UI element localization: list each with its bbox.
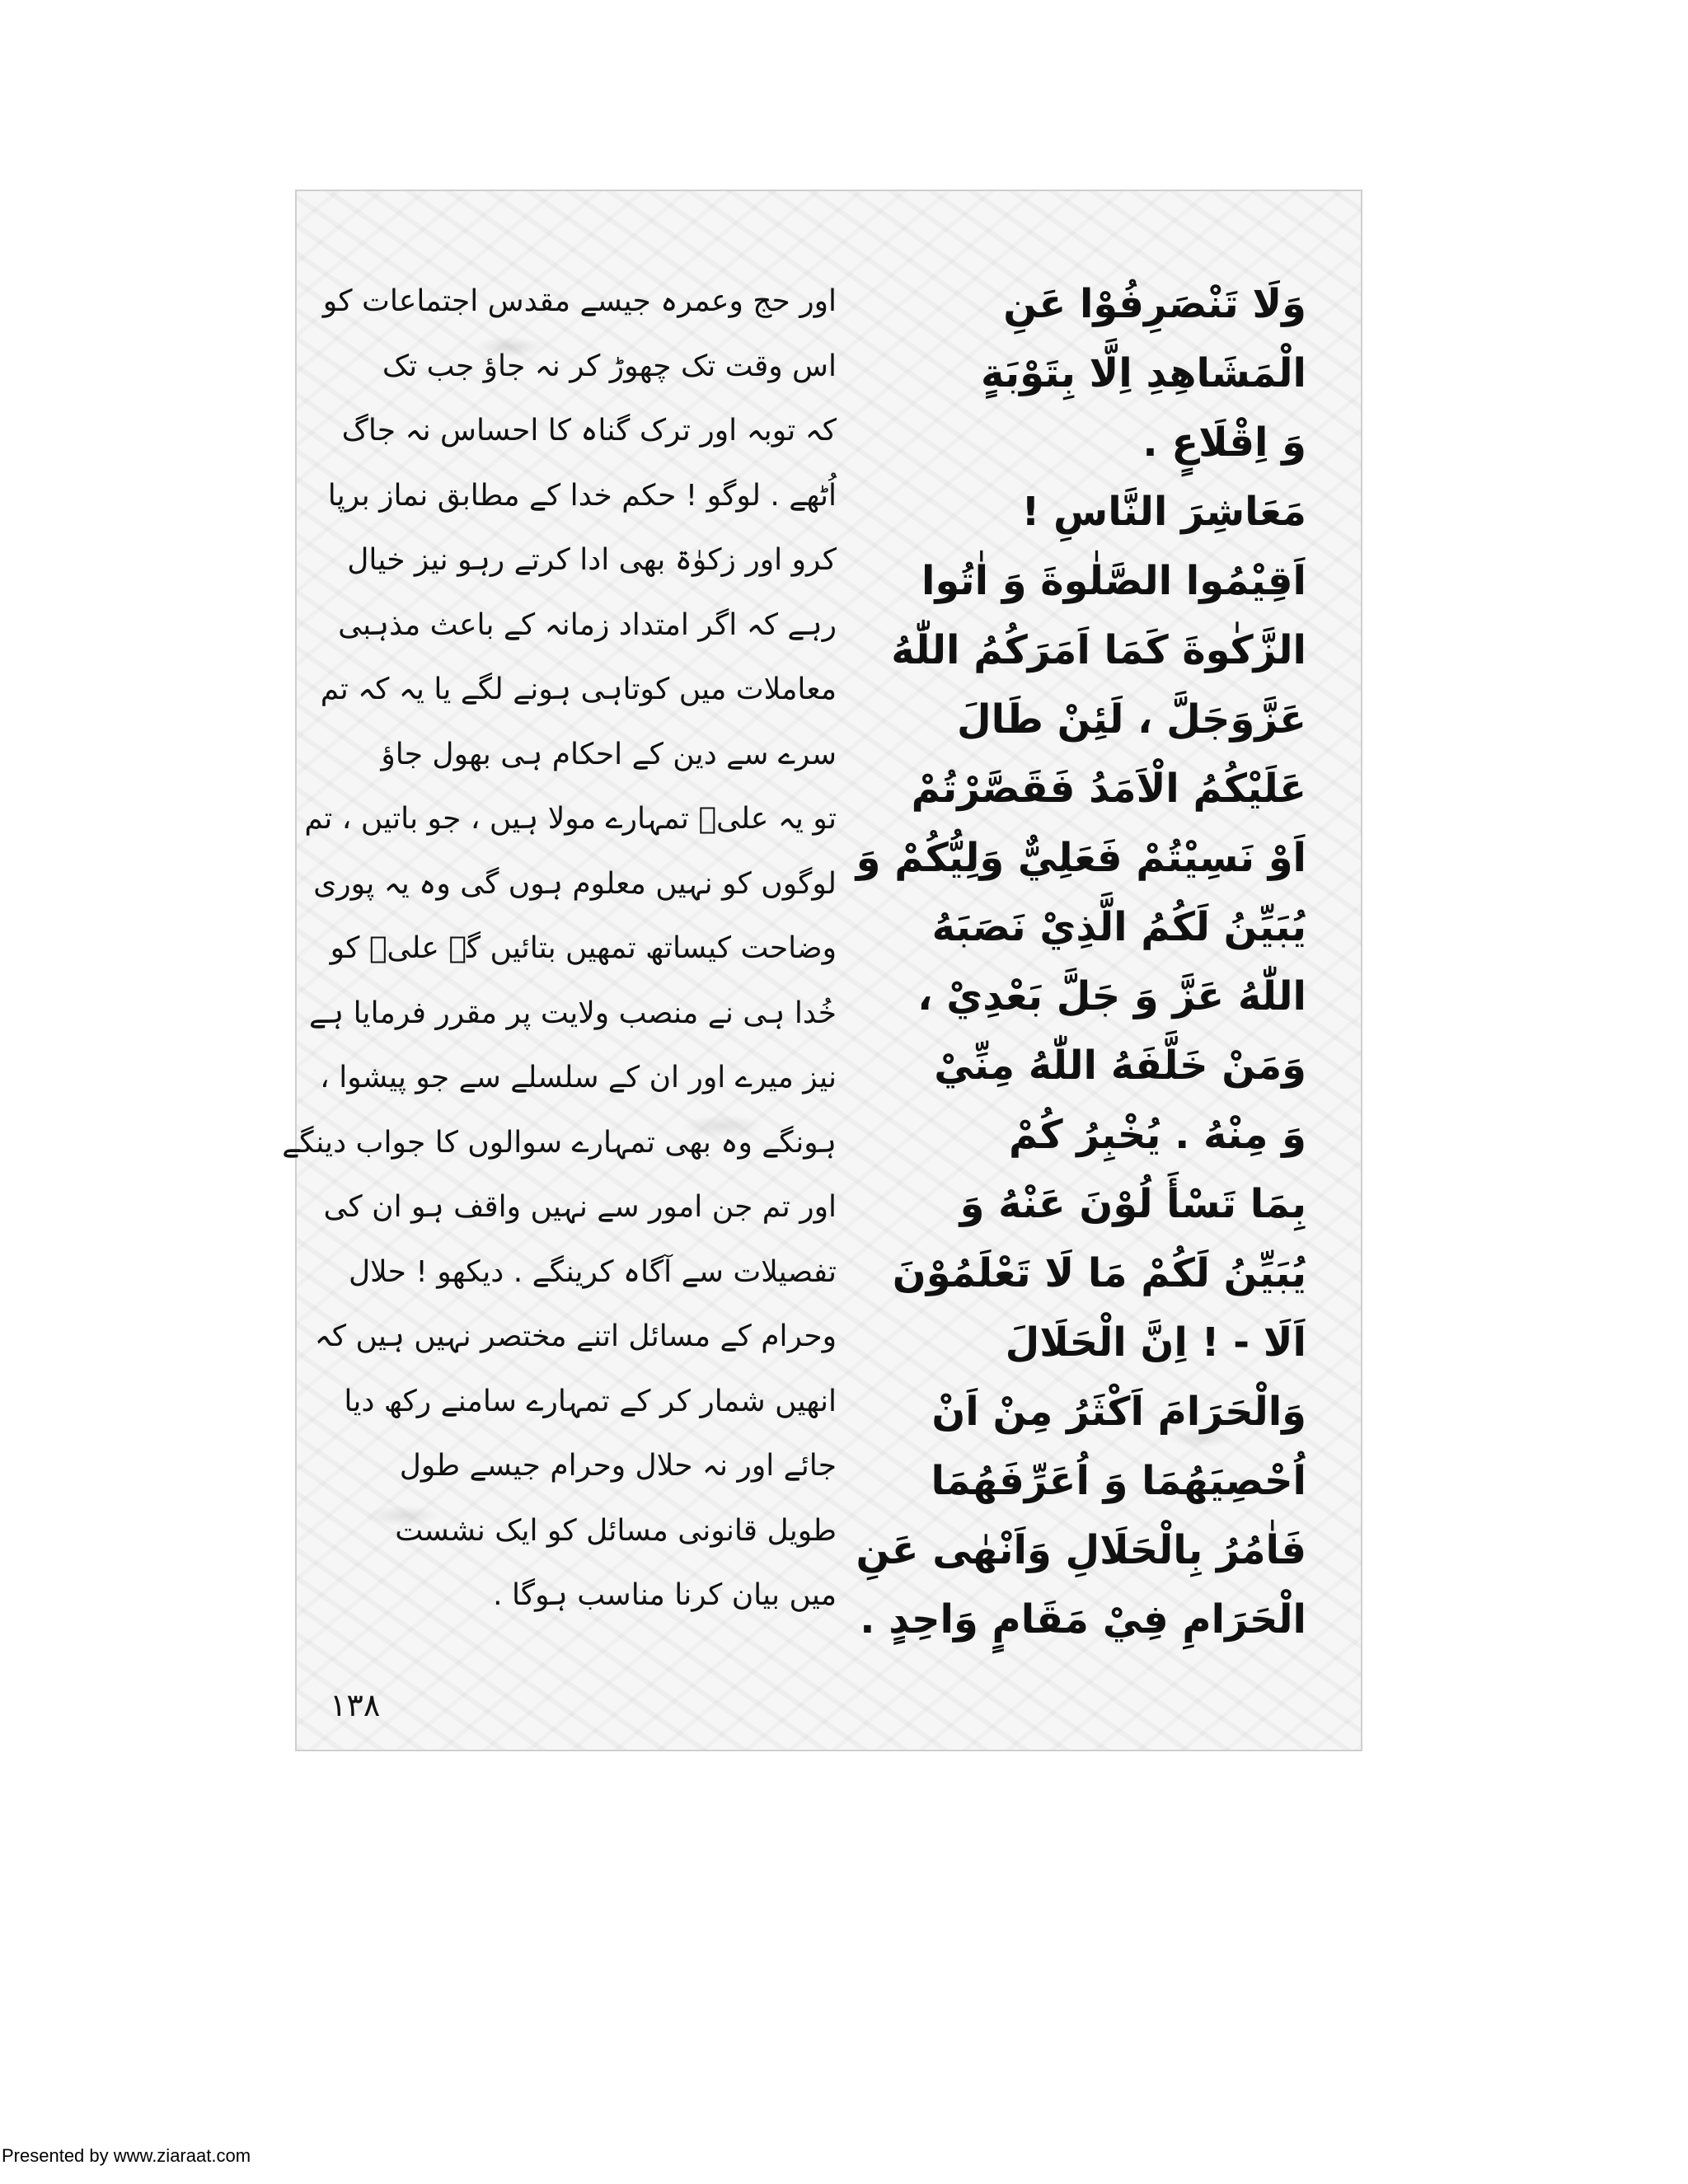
urdu-line: اس وقت تک چھوڑ کر نہ جاؤ جب تک [382,349,837,383]
arabic-line: فَاٰمُرُ بِالْحَلَالِ وَاَنْهٰى عَنِ [856,1527,1306,1573]
arabic-line: وَ اِقْلَاعٍ . [1142,419,1306,466]
urdu-line: میں بیان کرنا مناسب ہوگا . [493,1578,837,1612]
urdu-line: وحرام کے مسائل اتنے مختصر نہیں ہیں کہ [314,1319,837,1353]
urdu-line: اور حج وعمرہ جیسے مقدس اجتماعات کو [322,284,837,318]
urdu-line: کرو اور زکوٰۃ بھی ادا کرتے رہو نیز خیال [347,543,837,577]
urdu-line: وضاحت کیساتھ تمھیں بتائیں گے علیؑ کو [330,931,837,965]
arabic-line: اللّٰهُ عَزَّ وَ جَلَّ بَعْدِيْ ، [917,973,1306,1019]
arabic-line: اَقِيْمُوا الصَّلٰوةَ وَ اٰتُوا [921,558,1306,604]
urdu-line: معاملات میں کوتاہی ہونے لگے یا یہ کہ تم [320,673,837,706]
arabic-line: عَلَيْكُمُ الْاَمَدُ فَقَصَّرْتُمْ [911,766,1306,812]
urdu-translation-column [282,269,837,1629]
urdu-line: جائے اور نہ حلال وحرام جیسے طول [399,1449,837,1483]
arabic-line: اَوْ نَسِيْتُمْ فَعَلِيٌّ وَلِيُّكُمْ وَ [856,835,1306,881]
page-number: ۱۳۸ [330,1687,381,1723]
urdu-line: ہونگے وہ بھی تمہارے سوالوں کا جواب دینگے [282,1125,837,1160]
arabic-line: عَزَّوَجَلَّ ، لَئِنْ طَالَ [957,696,1306,743]
arabic-line: اُحْصِيَهُمَا وَ اُعَرِّفَهُمَا [931,1458,1306,1504]
urdu-line: اور تم جن امور سے نہیں واقف ہو ان کی [323,1190,837,1224]
scanned-book-page [282,190,1362,1751]
arabic-line: وَلَا تَنْصَرِفُوْا عَنِ [1003,281,1306,327]
urdu-line: نیز میرے اور ان کے سلسلے سے جو پیشوا ، [320,1061,837,1094]
urdu-line: تو یہ علیؑ تمہارے مولا ہیں ، جو باتیں ، تم [304,802,837,836]
urdu-line: طویل قانونی مسائل کو ایک نشست [395,1513,837,1548]
arabic-line: اَلَا - ! اِنَّ الْحَلَالَ [1005,1319,1306,1366]
arabic-line: الْحَرَامِ فِيْ مَقَامٍ وَاحِدٍ . [860,1596,1306,1643]
urdu-line: کہ توبہ اور ترک گناہ کا احساس نہ جاگ [341,414,837,448]
arabic-line: بِمَا تَسْأَ لُوْنَ عَنْهُ وَ [959,1181,1306,1227]
arabic-line: وَمَنْ خَلَّفَهُ اللّٰهُ مِنِّيْ [934,1043,1306,1089]
urdu-line: انھیں شمار کر کے تمہارے سامنے رکھ دیا [344,1384,837,1418]
arabic-line: الزَّكٰوةَ كَمَا اَمَرَكُمُ اللّٰهُ [891,627,1306,673]
urdu-line: تفصیلات سے آگاہ کرینگے . دیکھو ! حلال [349,1254,837,1289]
footer-credit: Presented by www.ziaraat.com [2,2145,251,2166]
urdu-line: سرے سے دین کے احکام ہی بھول جاؤ [381,737,837,771]
arabic-line: وَ مِنْهُ . يُخْبِرُ كُمْ [1009,1112,1306,1158]
urdu-line: خُدا ہی نے منصب ولایت پر مقرر فرمایا ہے [308,996,837,1030]
arabic-line: يُبَيِّنُ لَكُمُ الَّذِيْ نَصَبَهُ [931,904,1306,950]
urdu-line: لوگوں کو نہیں معلوم ہوں گی وہ یہ پوری [313,866,837,901]
arabic-line: يُبَيِّنُ لَكُمْ مَا لَا تَعْلَمُوْنَ [892,1250,1306,1296]
urdu-line: رہے کہ اگر امتداد زمانہ کے باعث مذہبی [338,607,837,642]
urdu-line: اُٹھے . لوگو ! حکم خدا کے مطابق نماز برپا [327,478,837,513]
arabic-line: وَالْحَرَامَ اَكْثَرُ مِنْ اَنْ [931,1389,1306,1435]
arabic-text-column [857,269,1306,1654]
arabic-line: الْمَشَاهِدِ اِلَّا بِتَوْبَةٍ [981,350,1306,396]
arabic-line: مَعَاشِرَ النَّاسِ ! [1021,489,1306,535]
